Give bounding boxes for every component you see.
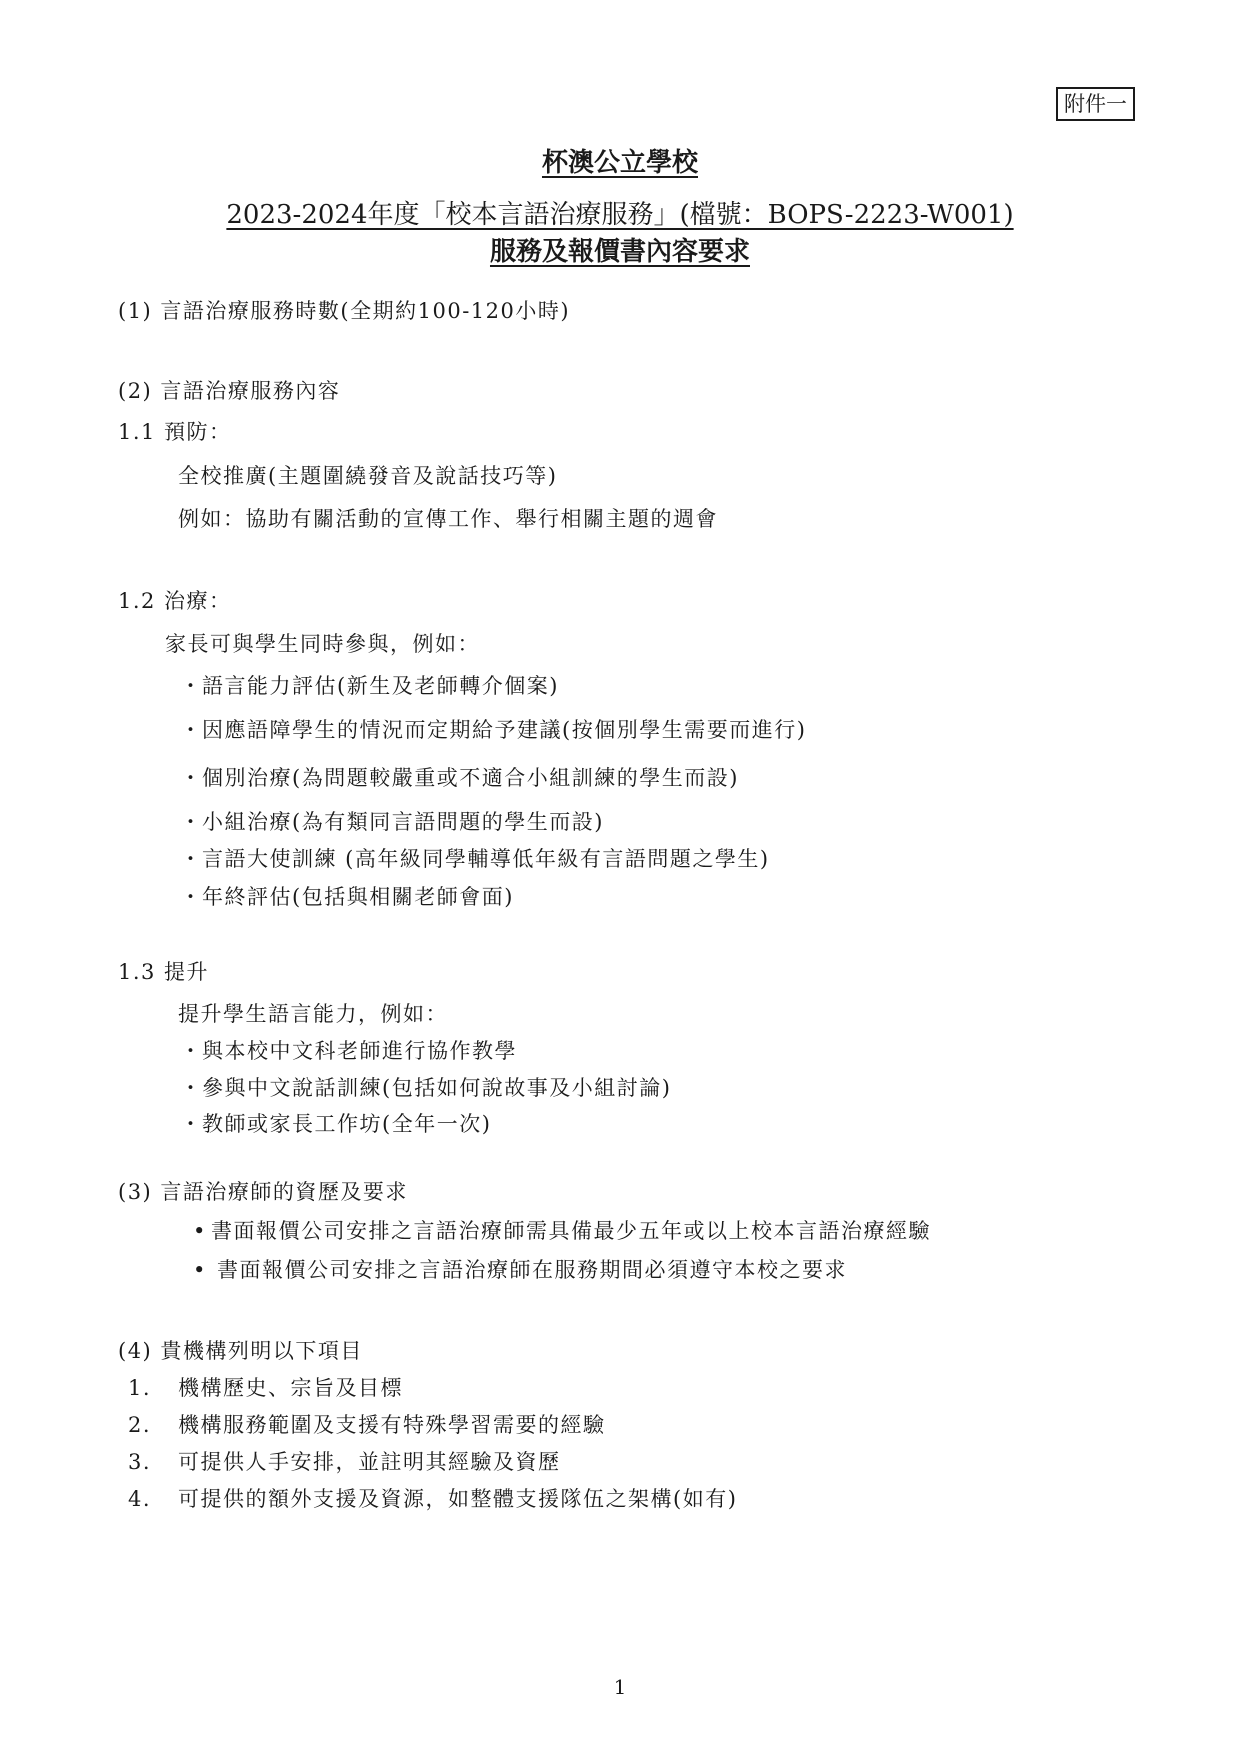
list-item: 4. 可提供的額外支援及資源，如整體支援隊伍之架構(如有) (128, 1487, 738, 1511)
document-subtitle: 服務及報價書內容要求 (489, 237, 750, 267)
item-number: 2. (128, 1413, 152, 1437)
school-name: 杯澳公立學校 (541, 148, 698, 178)
list-item: • 書面報價公司安排之言語治療師在服務期間必須遵守本校之要求 (193, 1258, 847, 1282)
bullet-icon: ・ (180, 674, 203, 698)
bullet-icon: • (193, 1258, 207, 1282)
section-4-heading: (4) 貴機構列明以下項目 (118, 1339, 363, 1363)
annex-label: 附件一 (1056, 87, 1135, 121)
section-3-heading: (3) 言語治療師的資歷及要求 (118, 1180, 408, 1204)
list-item: ・個別治療(為問題較嚴重或不適合小組訓練的學生而設) (180, 766, 739, 790)
bullet-icon: ・ (180, 766, 203, 790)
prevention-line-2: 例如：協助有關活動的宣傳工作、舉行相關主題的週會 (178, 507, 718, 531)
subsection-number: 1.3 (118, 960, 156, 984)
subsection-number: 1.1 (118, 420, 156, 444)
prevention-line-1: 全校推廣(主題圍繞發音及說話技巧等) (178, 464, 558, 488)
subsection-1-2 (118, 587, 232, 615)
bullet-icon: ・ (180, 1112, 203, 1136)
section-1-heading: (1) 言語治療服務時數(全期約100-120小時) (118, 299, 571, 323)
section-2-heading: (2) 言語治療服務內容 (118, 379, 341, 403)
subsection-1-3 (118, 958, 209, 986)
enhance-intro: 提升學生語言能力，例如： (178, 1002, 448, 1026)
bullet-icon: ・ (180, 810, 203, 834)
bullet-icon: ・ (180, 718, 203, 742)
list-item: ・小組治療(為有類同言語問題的學生而設) (180, 810, 604, 834)
list-item: 2. 機構服務範圍及支援有特殊學習需要的經驗 (128, 1413, 606, 1437)
bullet-icon: ・ (180, 1039, 203, 1063)
item-number: 3. (128, 1450, 152, 1474)
subsection-1-1 (118, 418, 232, 446)
document-title: 2023-2024年度「校本言語治療服務」(檔號：BOPS-2223-W001) (226, 200, 1014, 230)
list-item: ・教師或家長工作坊(全年一次) (180, 1112, 492, 1136)
subsection-label: 治療： (164, 589, 232, 613)
subsection-number: 1.2 (118, 589, 156, 613)
list-item: ・年終評估(包括與相關老師會面) (180, 885, 514, 909)
bullet-icon: ・ (180, 1076, 203, 1100)
list-item: 1. 機構歷史、宗旨及目標 (128, 1376, 403, 1400)
list-item: ・語言能力評估(新生及老師轉介個案) (180, 674, 559, 698)
treatment-intro: 家長可與學生同時參與，例如： (165, 632, 480, 656)
list-item: ・與本校中文科老師進行協作教學 (180, 1039, 517, 1063)
subsection-label: 提升 (164, 960, 209, 984)
bullet-icon: • (193, 1219, 207, 1243)
page-number: 1 (613, 1675, 627, 1699)
bullet-icon: ・ (180, 885, 203, 909)
list-item: ・言語大使訓練 (高年級同學輔導低年級有言語問題之學生) (180, 847, 770, 871)
list-item: • 書面報價公司安排之言語治療師需具備最少五年或以上校本言語治療經驗 (193, 1219, 931, 1243)
item-number: 1. (128, 1376, 152, 1400)
bullet-icon: ・ (180, 847, 203, 871)
list-item: ・因應語障學生的情況而定期給予建議(按個別學生需要而進行) (180, 718, 807, 742)
item-number: 4. (128, 1487, 152, 1511)
subsection-label: 預防： (164, 420, 232, 444)
list-item: ・參與中文說話訓練(包括如何說故事及小組討論) (180, 1076, 672, 1100)
list-item: 3. 可提供人手安排，並註明其經驗及資歷 (128, 1450, 561, 1474)
